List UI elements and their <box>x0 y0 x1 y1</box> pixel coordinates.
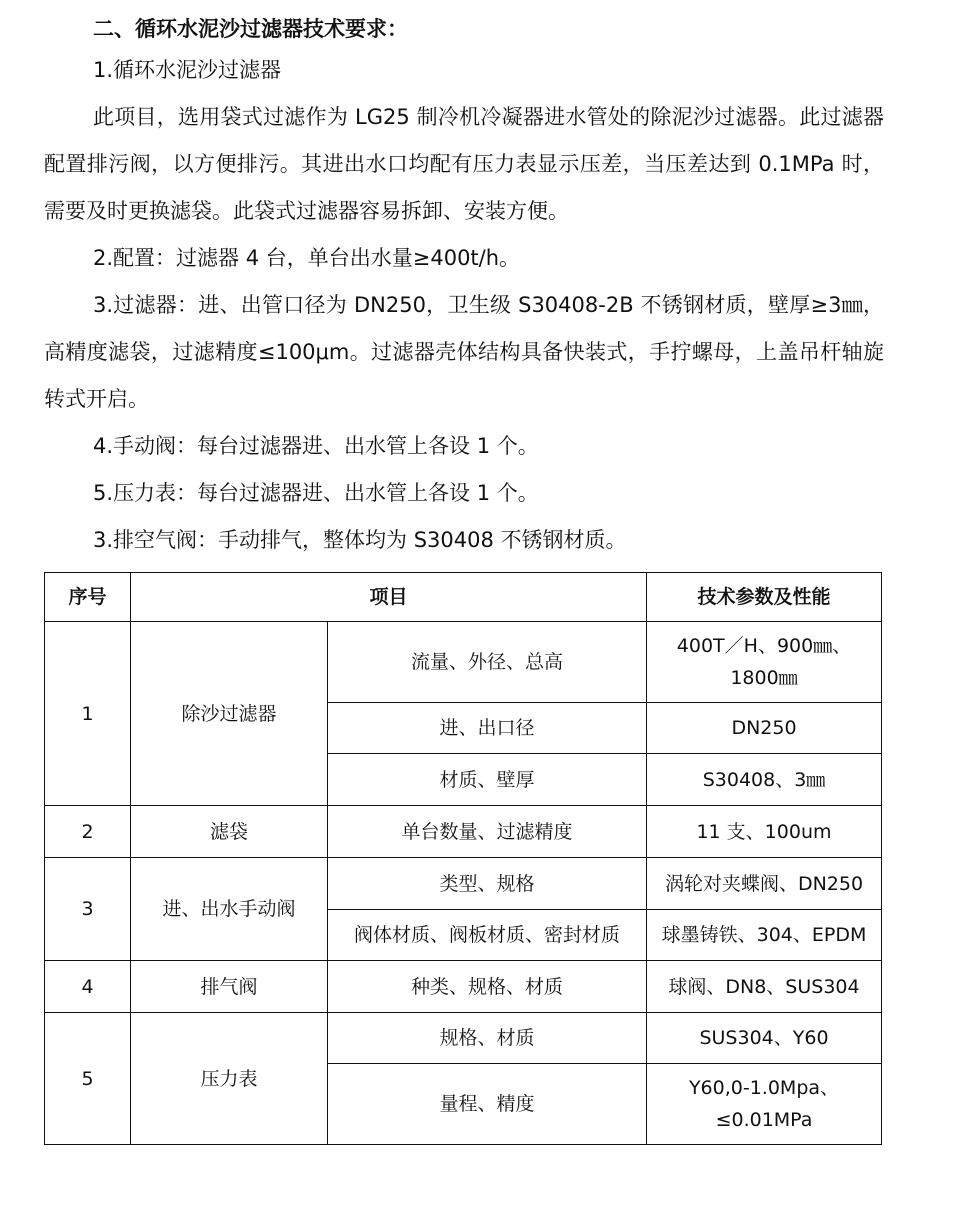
paragraph: 4.手动阀：每台过滤器进、出水管上各设 1 个。 <box>93 434 539 458</box>
spec-table <box>44 572 882 1145</box>
cell-param: 400T／H、900㎜、1800㎜ <box>647 622 882 703</box>
table-row <box>45 961 882 1013</box>
cell-sub-item: 阀体材质、阀板材质、密封材质 <box>328 910 647 961</box>
cell-no: 1 <box>45 622 131 806</box>
cell-sub-item: 量程、精度 <box>328 1064 647 1145</box>
cell-param: 球墨铸铁、304、EPDM <box>647 910 882 961</box>
cell-item-name: 排气阀 <box>131 961 328 1013</box>
cell-sub-item: 规格、材质 <box>328 1013 647 1064</box>
cell-param: DN250 <box>647 703 882 754</box>
cell-param: Y60,0-1.0Mpa、≤0.01MPa <box>647 1064 882 1145</box>
cell-no: 5 <box>45 1013 131 1145</box>
cell-no: 2 <box>45 806 131 858</box>
header-no: 序号 <box>45 573 131 622</box>
table-row <box>45 858 882 910</box>
cell-param: 11 支、100um <box>647 806 882 858</box>
cell-sub-item: 单台数量、过滤精度 <box>328 806 647 858</box>
cell-param: SUS304、Y60 <box>647 1013 882 1064</box>
cell-no: 4 <box>45 961 131 1013</box>
cell-sub-item: 类型、规格 <box>328 858 647 910</box>
document-body <box>44 0 884 564</box>
cell-sub-item: 进、出口径 <box>328 703 647 754</box>
header-params: 技术参数及性能 <box>647 573 882 622</box>
table-header-row <box>45 573 882 622</box>
cell-param: 涡轮对夹蝶阀、DN250 <box>647 858 882 910</box>
cell-sub-item: 种类、规格、材质 <box>328 961 647 1013</box>
cell-sub-item: 流量、外径、总高 <box>328 622 647 703</box>
paragraph: 3.排空气阀：手动排气，整体均为 S30408 不锈钢材质。 <box>93 528 627 552</box>
header-item: 项目 <box>131 573 647 622</box>
cell-param: S30408、3㎜ <box>647 754 882 806</box>
paragraph: 5.压力表：每台过滤器进、出水管上各设 1 个。 <box>93 481 539 505</box>
cell-no: 3 <box>45 858 131 961</box>
paragraph: 2.配置：过滤器 4 台，单台出水量≥400t/h。 <box>93 246 521 270</box>
paragraph: 1.循环水泥沙过滤器 <box>93 58 282 82</box>
cell-item-name: 进、出水手动阀 <box>131 858 328 961</box>
cell-param: 球阀、DN8、SUS304 <box>647 961 882 1013</box>
paragraph: 此项目，选用袋式过滤作为 LG25 制冷机冷凝器进水管处的除泥沙过滤器。此过滤器配置排污阀，以方便排污。其进出水口均配有压力表显示压差，当压差达到 0.1MPa 时，需要及时更换滤袋。此袋式过滤器容易拆卸、安装方便。 <box>44 105 884 223</box>
table-row <box>45 1013 882 1064</box>
paragraph: 3.过滤器：进、出管口径为 DN250，卫生级 S30408-2B 不锈钢材质，壁厚≥3㎜，高精度滤袋，过滤精度≤100μm。过滤器壳体结构具备快装式，手拧螺母，上盖吊杆轴旋转式开启。 <box>44 293 884 411</box>
cell-item-name: 滤袋 <box>131 806 328 858</box>
section-heading: 二、循环水泥沙过滤器技术要求： <box>93 17 408 41</box>
cell-item-name: 除沙过滤器 <box>131 622 328 806</box>
cell-sub-item: 材质、壁厚 <box>328 754 647 806</box>
table-row <box>45 806 882 858</box>
cell-item-name: 压力表 <box>131 1013 328 1145</box>
table-row <box>45 622 882 703</box>
